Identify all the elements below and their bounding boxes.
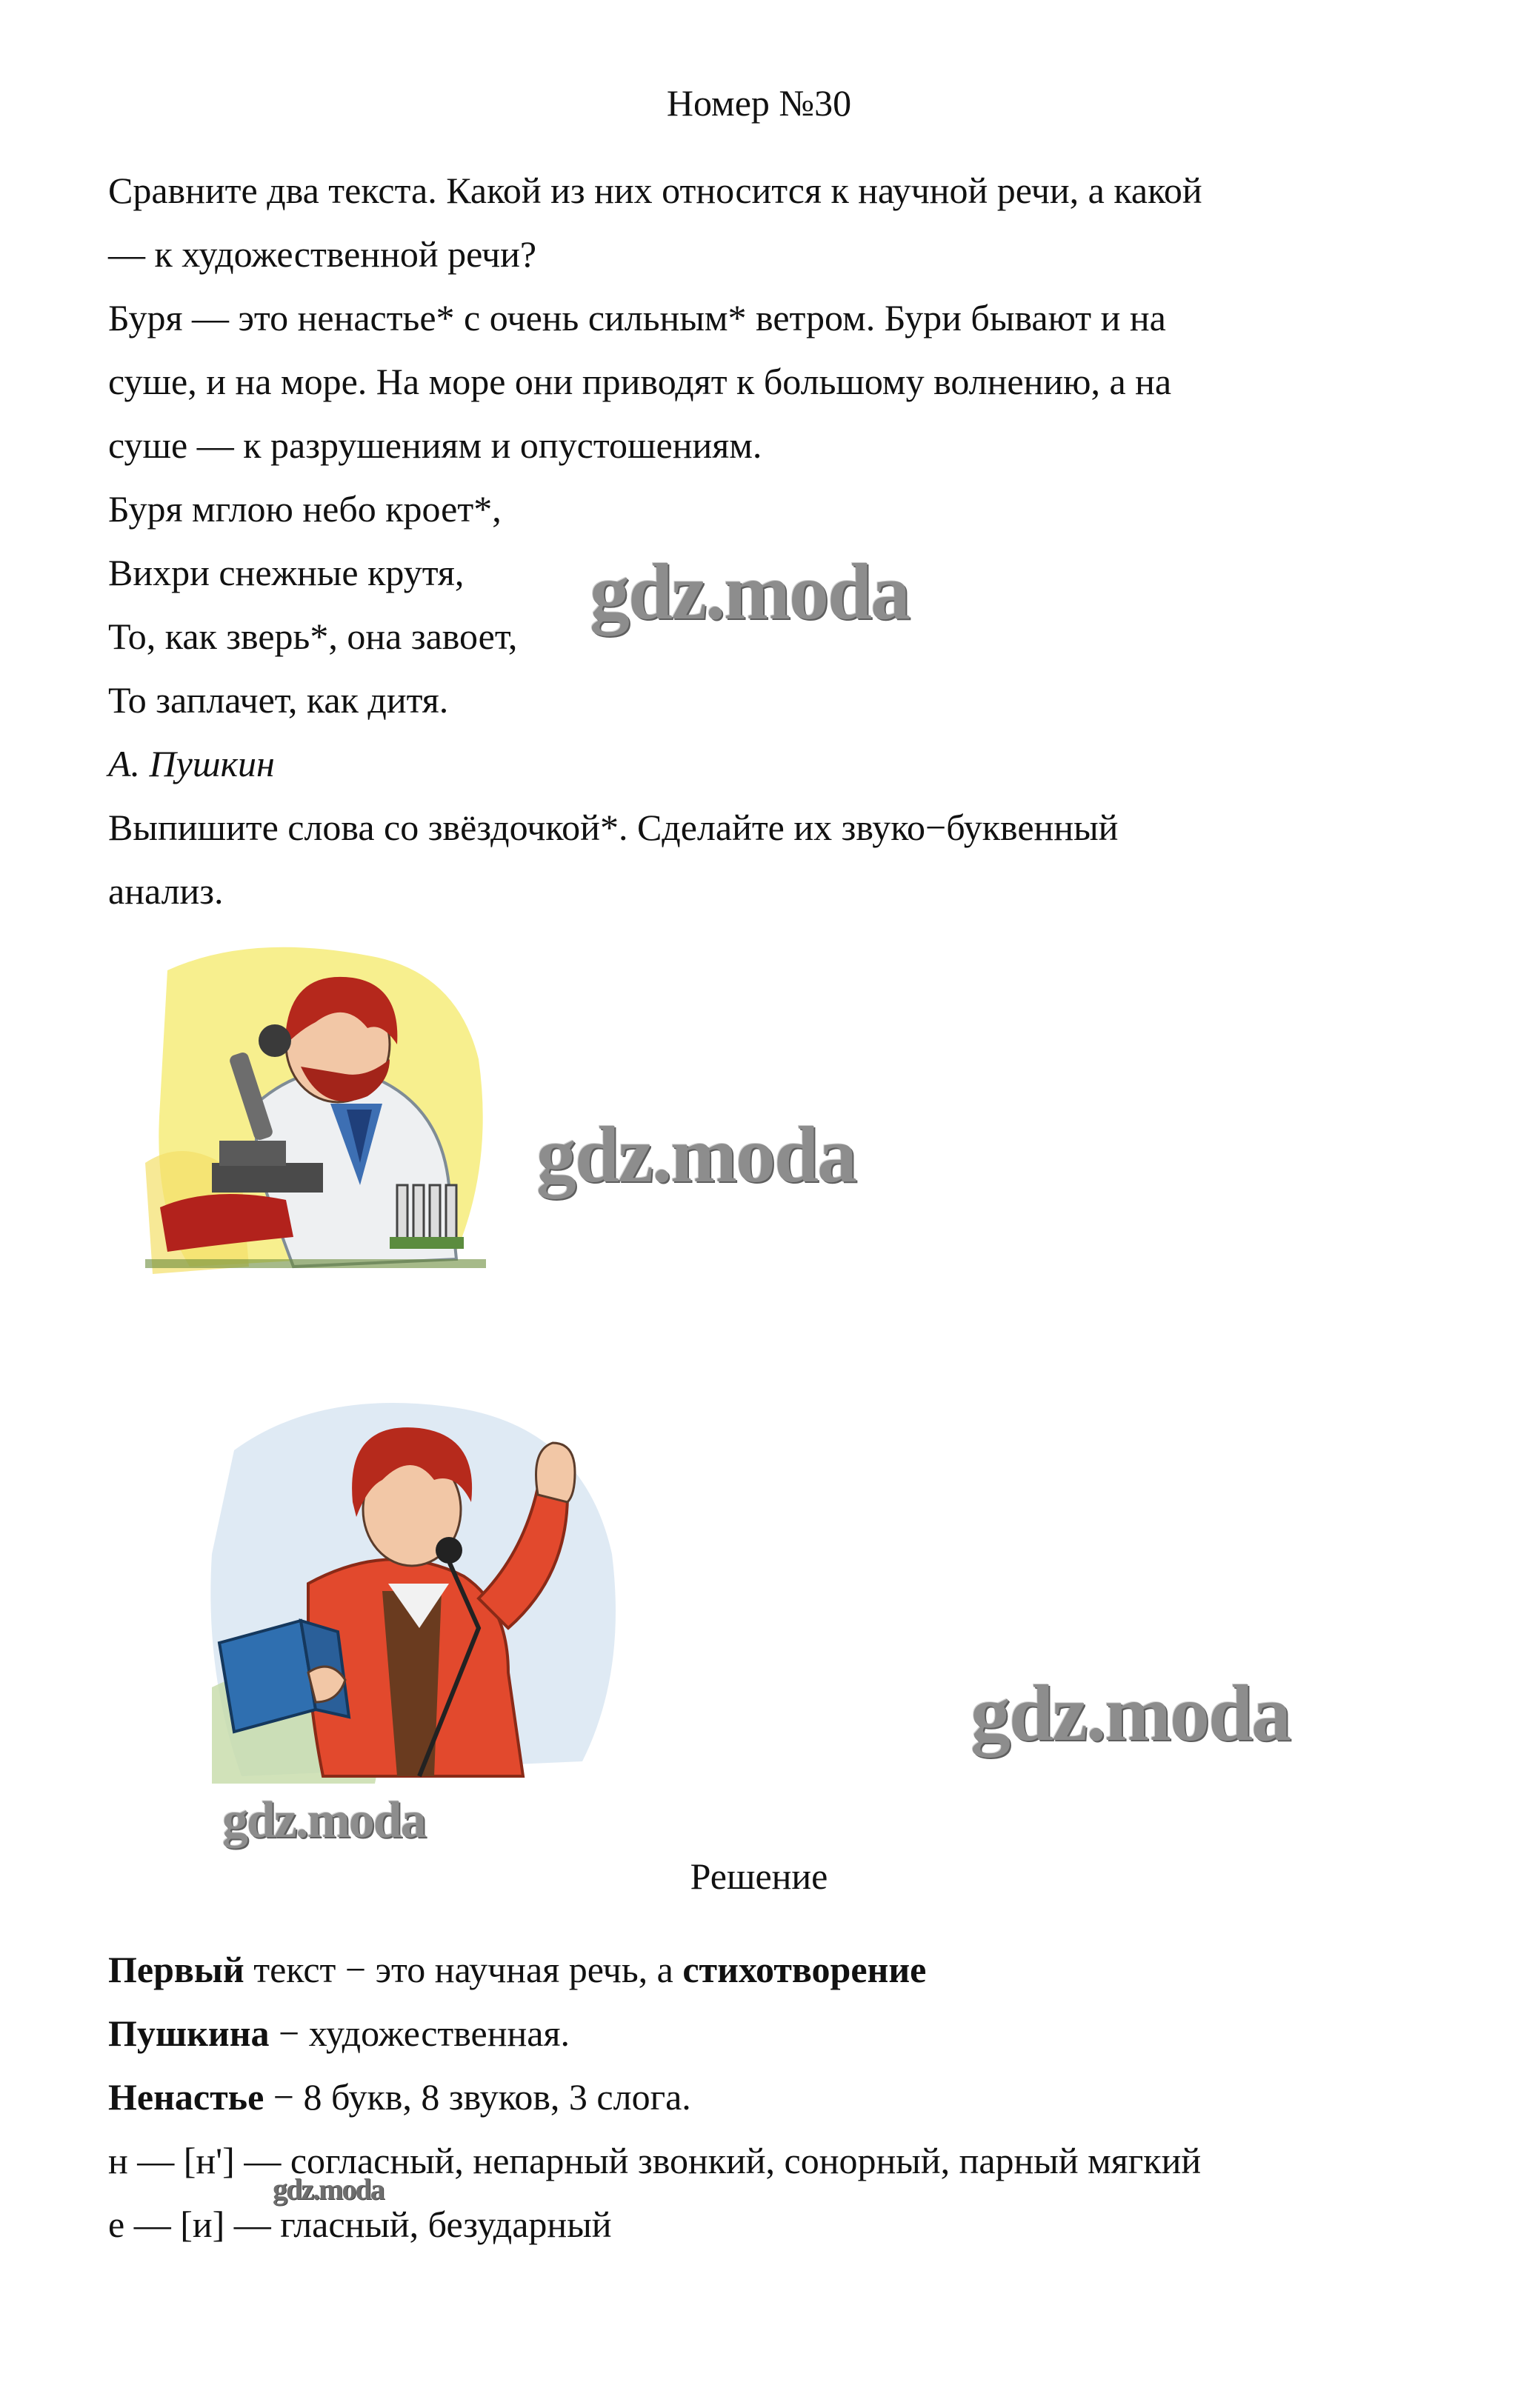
watermark-logo: gdz.moda [590, 548, 910, 636]
task-instruction-line-2: анализ. [108, 870, 224, 912]
solution-paragraph-3 [108, 2074, 691, 2120]
phonetic-analysis-line-2: е — [и] — гласный, безударный [108, 2204, 612, 2245]
solution-text: − 8 букв, 8 звуков, 3 слога. [264, 2076, 691, 2118]
task-question-line-1: Сравните два текста. Какой из них относится к научной речи, а какой [108, 170, 1202, 211]
poem-line-2: Вихри снежные крутя, [108, 552, 465, 593]
task-instruction-line-1: Выпишите слова со звёздочкой*. Сделайте их звуко−буквенный [108, 807, 1119, 848]
page-title: Номер №30 [666, 82, 852, 124]
solution-paragraph-2 [108, 2010, 570, 2056]
watermark-logo: gdz.moda [536, 1111, 856, 1199]
bold-term: Пушкина [108, 2012, 270, 2054]
solution-paragraph-1 [108, 1947, 926, 1992]
scientist-illustration [145, 941, 493, 1281]
poem-author: А. Пушкин [108, 743, 275, 784]
solution-text: текст − это научная речь, а [244, 1949, 683, 1990]
reader-illustration [197, 1361, 627, 1791]
watermark-logo: gdz.moda [222, 1792, 425, 1849]
poem-line-1: Буря мглою небо кроет*, [108, 488, 502, 530]
poem-line-3: То, как зверь*, она завоет, [108, 616, 518, 657]
watermark-logo: gdz.moda [273, 2172, 384, 2206]
phonetic-analysis-line-1: н — [н'] — согласный, непарный звонкий, сонорный, парный мягкий [108, 2140, 1202, 2181]
scientific-text-line-2: суше, и на море. На море они приводят к большому волнению, а на [108, 361, 1172, 402]
scientific-text-line-1: Буря — это ненастье* с очень сильным* ветром. Бури бывают и на [108, 297, 1166, 338]
scientific-text-line-3: суше — к разрушениям и опустошениям. [108, 424, 762, 466]
poem-line-4: То заплачет, как дитя. [108, 679, 449, 721]
solution-heading: Решение [690, 1855, 828, 1897]
bold-term: стихотворение [682, 1949, 927, 1990]
solution-text: − художественная. [269, 2012, 570, 2054]
bold-term: Ненастье [108, 2076, 264, 2118]
task-question-line-2: — к художественной речи? [108, 233, 537, 275]
watermark-logo: gdz.moda [971, 1670, 1291, 1758]
bold-term: Первый [108, 1949, 244, 1990]
